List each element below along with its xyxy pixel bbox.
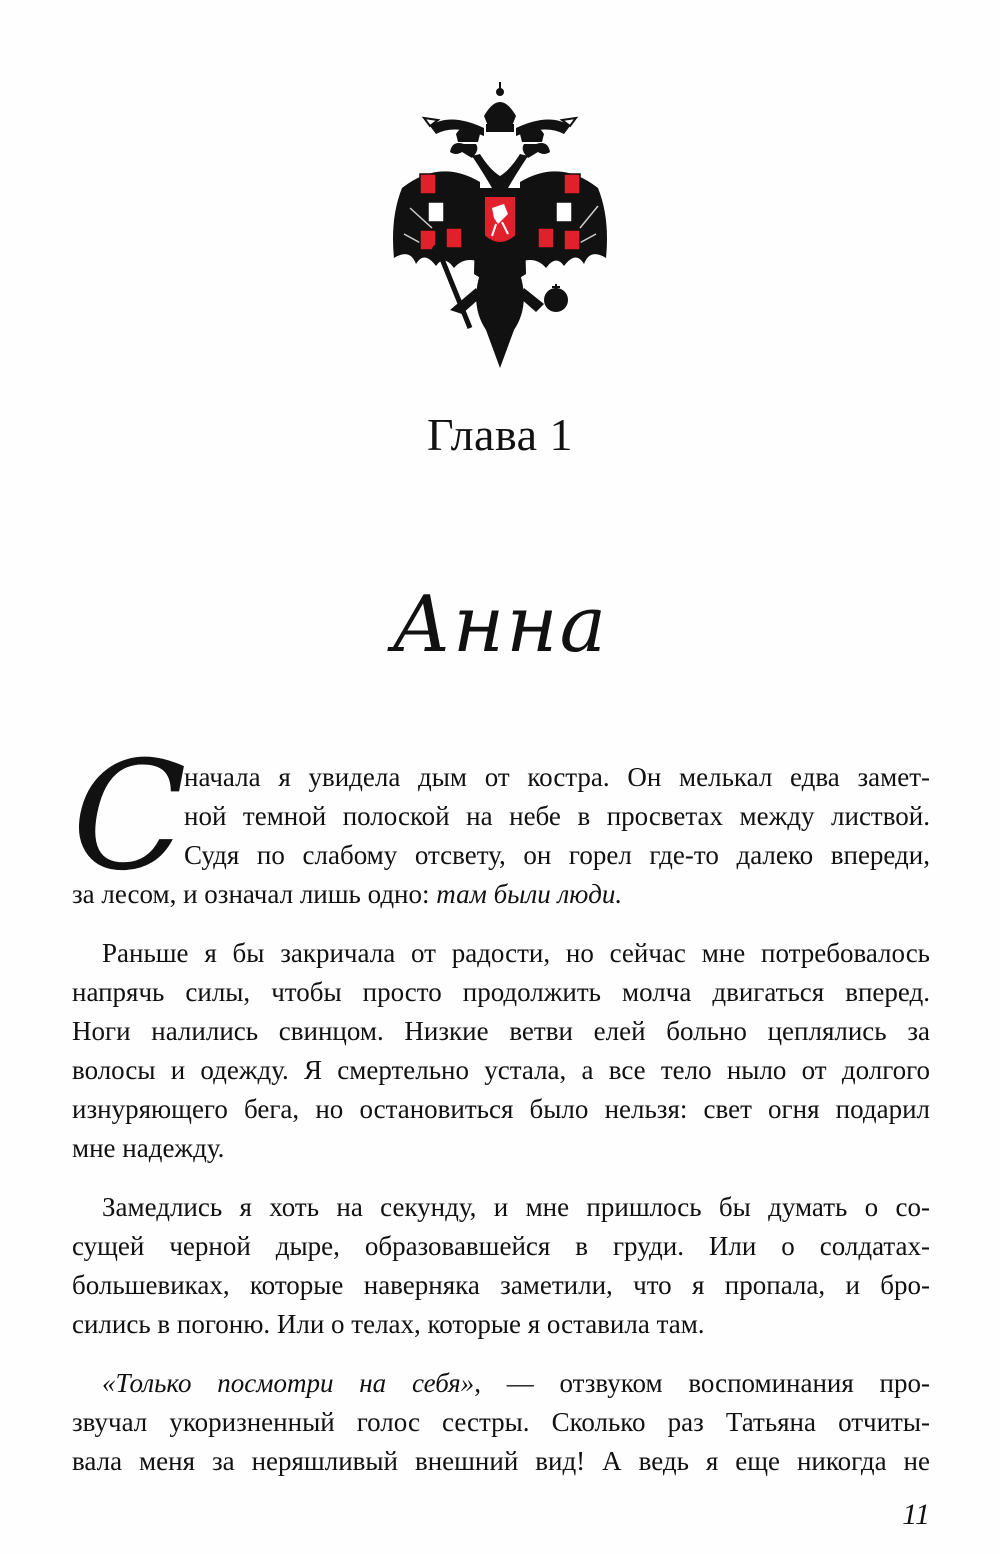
italic-phrase: там были люди. — [436, 879, 623, 909]
text-line: сущей черной дыре, образовавшейся в груди. Или о солдатах- — [72, 1231, 930, 1261]
text-line — [72, 1364, 930, 1403]
text-line: вала меня за неряшливый внешний вид! А ведь я еще никогда не — [72, 1446, 930, 1476]
text-line: ной темной полоской на небе в просветах между листвой. — [184, 801, 930, 831]
text-line: напрячь силы, чтобы просто продолжить молча двигаться вперед. — [72, 977, 930, 1007]
text-line: начала я увидела дым от костра. Он мелькал едва замет- — [184, 762, 930, 792]
text-line: мне надежду. — [72, 1133, 225, 1163]
text-segment: за лесом, и означал лишь одно: — [72, 879, 437, 909]
text-line: звучал укоризненный голос сестры. Сколько раз Татьяна отчиты- — [72, 1407, 930, 1437]
text-line: Замедлись я хоть на секунду, и мне пришлось бы думать о со- — [102, 1192, 930, 1222]
text-segment: , — отзвуком воспоминания про- — [474, 1368, 930, 1398]
body-text — [72, 730, 930, 1481]
italic-quote: «Только посмотри на себя» — [102, 1368, 475, 1398]
text-line: изнуряющего бега, но остановиться было нельзя: свет огня подарил — [72, 1094, 930, 1124]
text-line — [72, 875, 930, 914]
double-headed-eagle-emblem-icon — [380, 78, 620, 374]
drop-cap: С — [72, 730, 187, 904]
text-line: большевиках, которые наверняка заметили, что я пропала, и бро- — [72, 1270, 930, 1300]
text-line: сились в погоню. Или о телах, которые я оставила там. — [72, 1309, 705, 1339]
text-line: Раньше я бы закричала от радости, но сейчас мне потребовалось — [102, 938, 930, 968]
paragraph — [72, 758, 930, 914]
text-line: Ноги налились свинцом. Низкие ветви елей больно цеплялись за — [72, 1016, 930, 1046]
paragraph — [72, 1188, 930, 1344]
text-line: Судя по слабому отсвету, он горел где-то далеко впереди, — [184, 840, 930, 870]
chapter-name: Анна — [391, 580, 609, 670]
text-line: волосы и одежду. Я смертельно устала, а все тело ныло от долгого — [72, 1055, 930, 1085]
paragraph — [72, 934, 930, 1168]
page-number: 11 — [902, 1498, 930, 1531]
chapter-title: Глава 1 — [426, 409, 574, 460]
paragraph — [72, 1364, 930, 1481]
